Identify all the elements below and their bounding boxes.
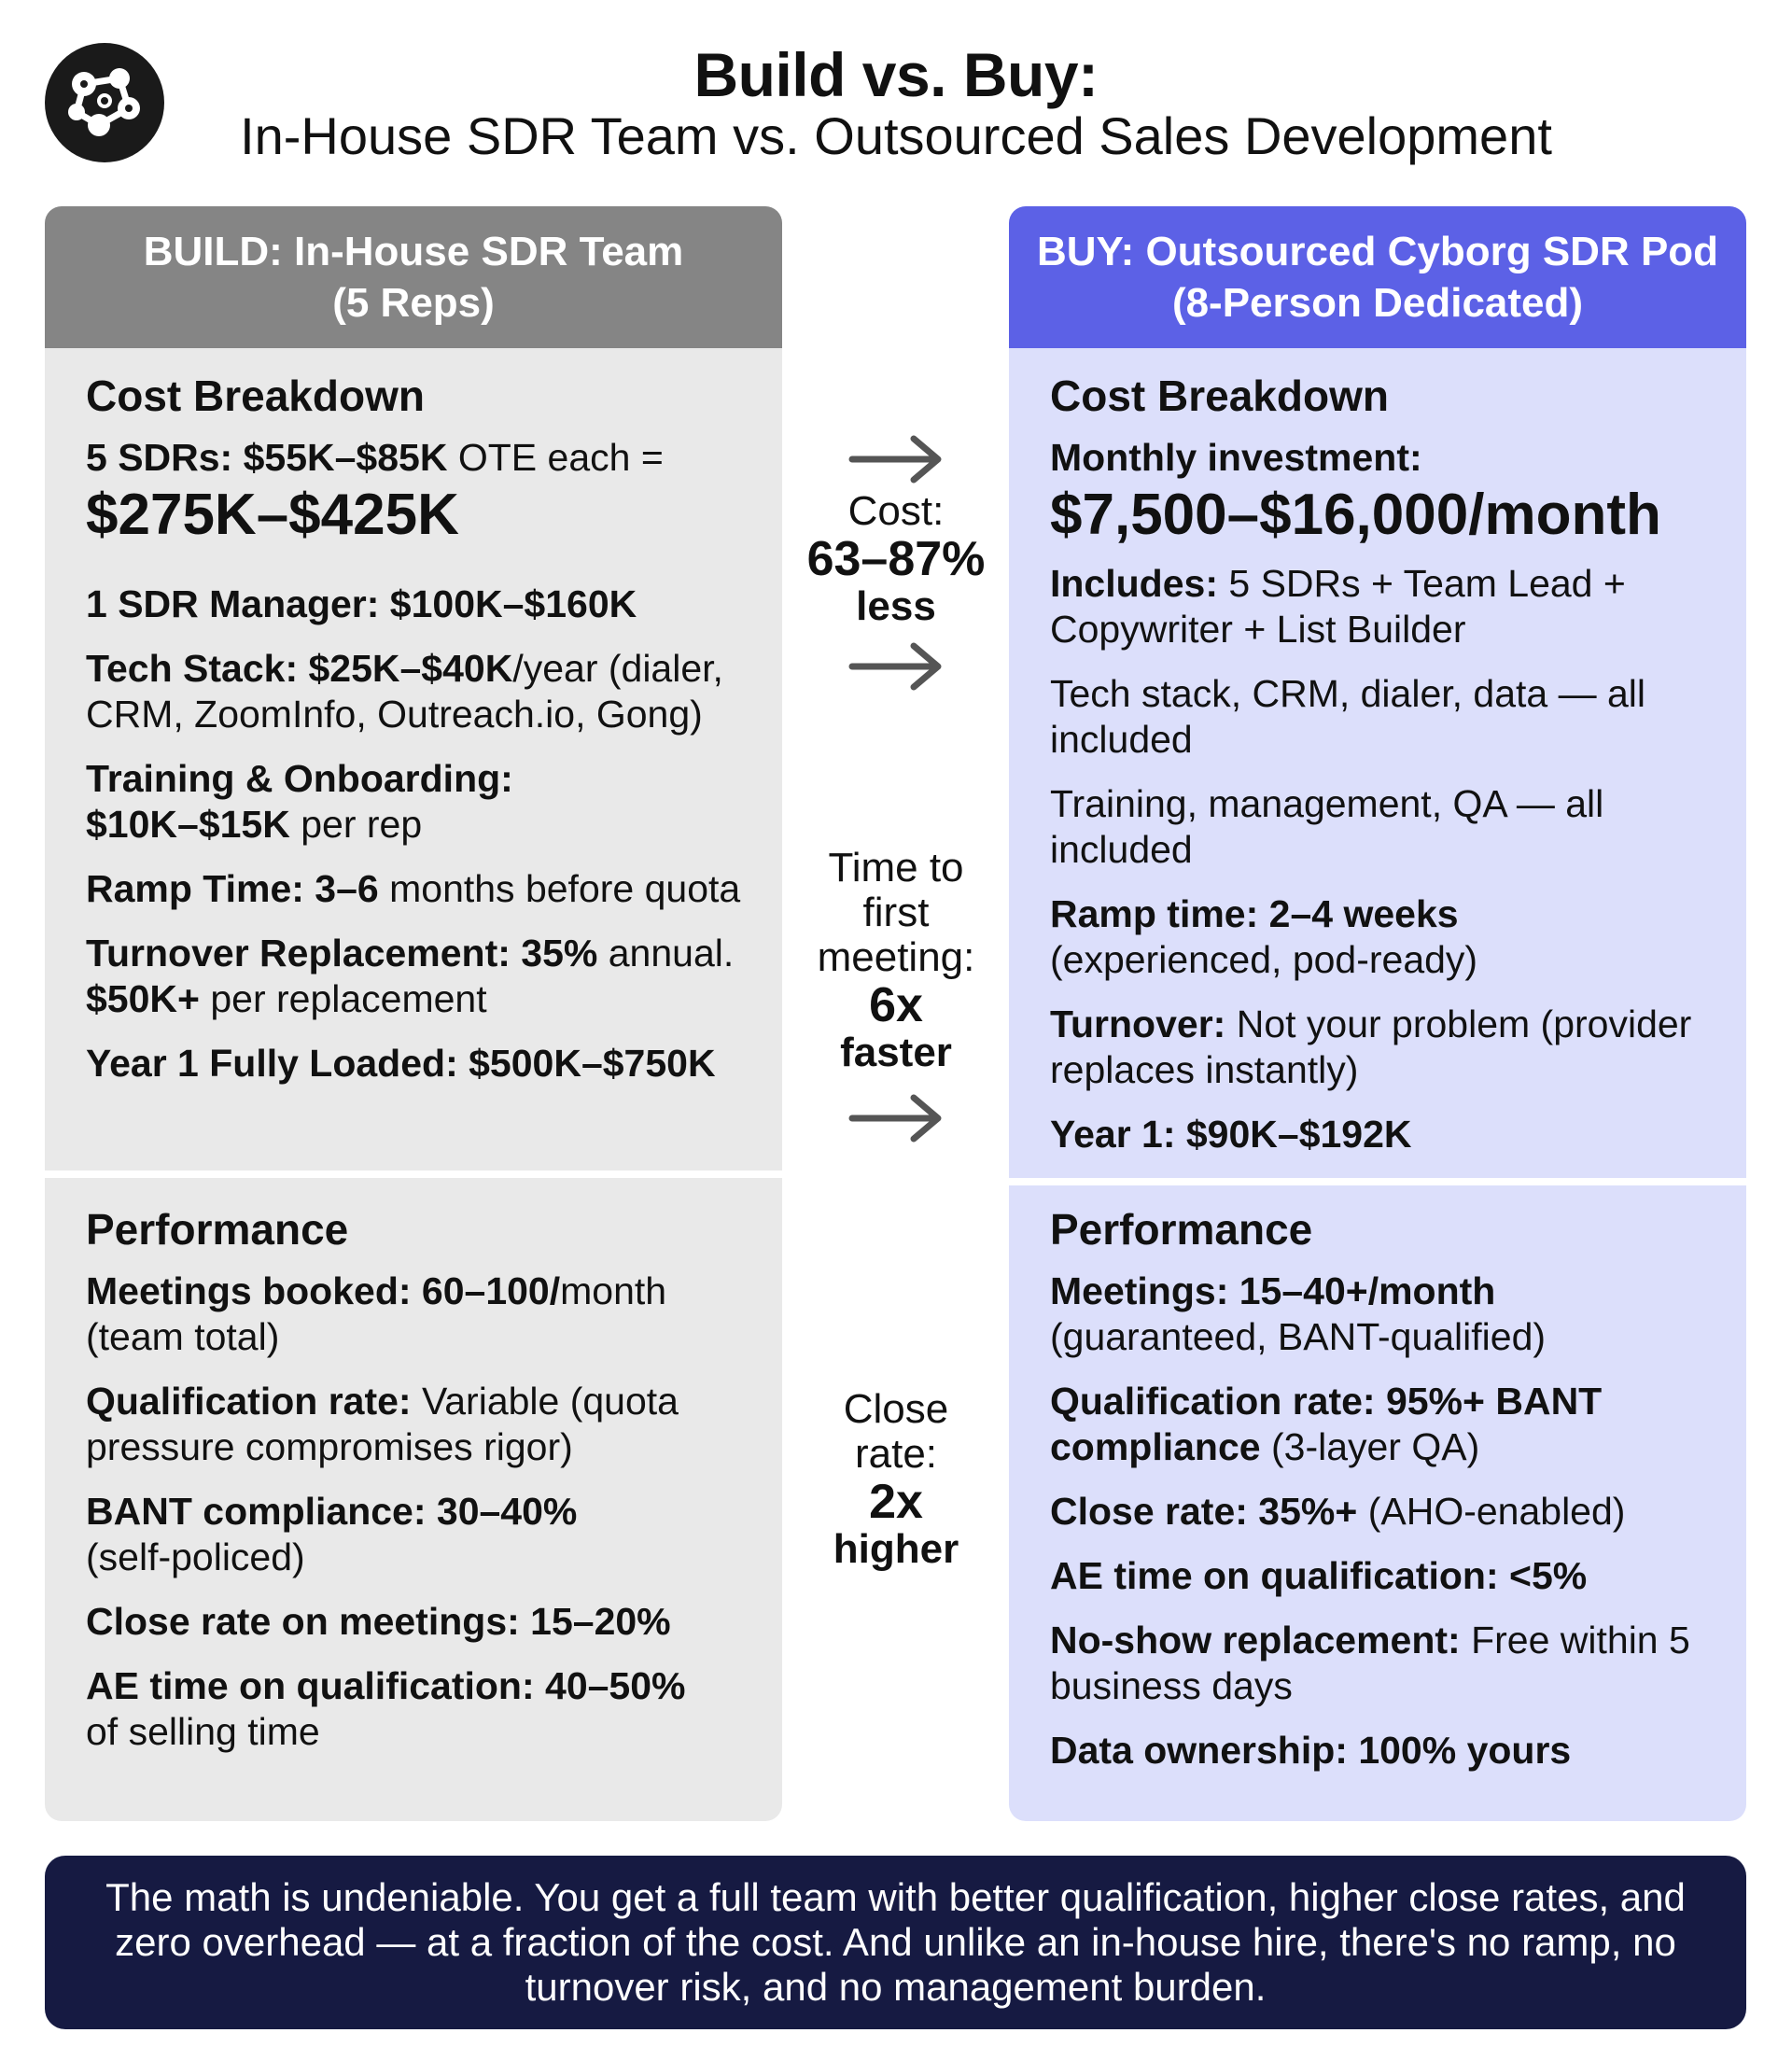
build-ramp-item xyxy=(86,866,760,912)
buy-training-item: Training, management, QA — all included xyxy=(1050,782,1604,871)
time-comparison-label-1: Time to xyxy=(828,845,964,890)
close-rate-value: 2x xyxy=(869,1475,923,1529)
buy-includes-item xyxy=(1050,561,1724,652)
buy-performance-title: Performance xyxy=(1050,1205,1313,1254)
build-manager-item xyxy=(86,582,760,627)
close-rate-comparison xyxy=(784,1387,1008,1572)
buy-meetings-rest: (guaranteed, BANT-qualified) xyxy=(1050,1315,1547,1358)
build-meetings-label: Meetings booked: 60–100/ xyxy=(86,1269,561,1312)
build-ae-label: AE time on qualification: 40–50% xyxy=(86,1664,686,1707)
build-bant-item xyxy=(86,1489,760,1580)
buy-includes-rest: 5 SDRs + Team Lead + Copywriter + List Builder xyxy=(1050,562,1626,651)
build-sdrs-item xyxy=(86,435,760,550)
buy-cost-section xyxy=(1050,370,1724,1176)
close-rate-label-2: rate: xyxy=(854,1431,938,1477)
build-turnover-label: Turnover Replacement: 35% xyxy=(86,932,598,974)
right-arrow-icon xyxy=(845,638,947,694)
buy-data: Data ownership: 100% yours xyxy=(1050,1729,1572,1772)
buy-includes-label: Includes: xyxy=(1050,562,1218,605)
build-performance-section xyxy=(86,1203,760,1774)
time-comparison-suffix: faster xyxy=(840,1030,952,1075)
build-sdrs-total: $275K–$425K xyxy=(86,483,459,547)
build-training-label: Training & Onboarding: xyxy=(86,757,513,800)
buy-ae-item xyxy=(1050,1553,1724,1599)
buy-turnover-item xyxy=(1050,1002,1724,1093)
build-tech-label: Tech Stack: $25K–$40K xyxy=(86,647,513,690)
buy-data-item xyxy=(1050,1728,1724,1774)
buy-qual-item xyxy=(1050,1379,1724,1470)
time-comparison-label-3: meeting: xyxy=(817,934,975,980)
buy-cost-title: Cost Breakdown xyxy=(1050,372,1389,420)
build-turnover-rest2: per replacement xyxy=(199,977,487,1020)
build-cost-section xyxy=(86,370,760,1105)
build-heading-line1: BUILD: In-House SDR Team xyxy=(143,229,684,274)
close-rate-label-1: Close xyxy=(843,1386,949,1432)
buy-heading-line2: (8-Person Dedicated) xyxy=(1171,280,1584,326)
build-training-item xyxy=(86,756,760,848)
buy-noshow-label: No-show replacement: xyxy=(1050,1619,1461,1661)
build-qual-label: Qualification rate: xyxy=(86,1380,412,1423)
buy-meetings-label: Meetings: 15–40+/month xyxy=(1050,1269,1496,1312)
build-manager: 1 SDR Manager: $100K–$160K xyxy=(86,582,637,625)
footer-banner xyxy=(45,1856,1746,2029)
build-turnover-item xyxy=(86,931,760,1022)
buy-performance-section xyxy=(1050,1203,1724,1792)
buy-qual-rest: (3-layer QA) xyxy=(1260,1425,1480,1468)
time-comparison-value: 6x xyxy=(869,978,923,1032)
buy-ae: AE time on qualification: <5% xyxy=(1050,1554,1588,1597)
build-cost-title: Cost Breakdown xyxy=(86,372,425,420)
build-panel-header xyxy=(45,206,782,348)
build-divider xyxy=(45,1171,782,1178)
buy-close-label: Close rate: 35%+ xyxy=(1050,1490,1358,1533)
buy-turnover-rest: Not your problem (provider replaces instantly) xyxy=(1050,1002,1692,1091)
buy-monthly-value: $7,500–$16,000/month xyxy=(1050,483,1661,547)
buy-ramp-label: Ramp time: 2–4 weeks xyxy=(1050,892,1459,935)
build-ae-item xyxy=(86,1663,760,1755)
build-training-value: $10K–$15K xyxy=(86,803,290,846)
buy-monthly-label: Monthly investment: xyxy=(1050,436,1422,479)
build-qual-rest: Variable (quota pressure compromises rigor) xyxy=(86,1380,679,1468)
build-year1-item xyxy=(86,1041,760,1087)
build-close-item xyxy=(86,1599,760,1645)
buy-year1: Year 1: $90K–$192K xyxy=(1050,1113,1412,1156)
build-performance-title: Performance xyxy=(86,1205,349,1254)
buy-panel-header xyxy=(1009,206,1746,348)
cost-comparison xyxy=(784,489,1008,629)
build-panel xyxy=(45,206,782,1821)
buy-tech-item: Tech stack, CRM, dialer, data — all included xyxy=(1050,672,1646,761)
build-ae-rest: of selling time xyxy=(86,1710,320,1753)
build-tech-item xyxy=(86,646,760,737)
build-bant-label: BANT compliance: 30–40% xyxy=(86,1490,578,1533)
build-turnover-rest: annual. xyxy=(597,932,735,974)
buy-monthly-item xyxy=(1050,435,1724,550)
cost-comparison-label: Cost: xyxy=(847,488,945,534)
build-sdrs-rest: OTE each = xyxy=(447,436,664,479)
buy-panel xyxy=(1009,206,1746,1821)
build-meetings-item xyxy=(86,1269,760,1360)
build-meetings-rest: month (team total) xyxy=(86,1269,667,1358)
build-close: Close rate on meetings: 15–20% xyxy=(86,1600,671,1643)
build-bant-rest: (self-policed) xyxy=(86,1535,305,1578)
build-qual-item xyxy=(86,1379,760,1470)
buy-noshow-item xyxy=(1050,1618,1724,1709)
buy-qual-label: Qualification rate: 95%+ BANT compliance xyxy=(1050,1380,1603,1468)
buy-turnover-label: Turnover: xyxy=(1050,1002,1226,1045)
buy-meetings-item xyxy=(1050,1269,1724,1360)
buy-noshow-rest: Free within 5 business days xyxy=(1050,1619,1690,1707)
buy-close-item xyxy=(1050,1489,1724,1535)
build-tech-rest: /year (dialer, CRM, ZoomInfo, Outreach.io, Gong) xyxy=(86,647,723,736)
cost-comparison-suffix: less xyxy=(856,583,936,629)
buy-heading-line1: BUY: Outsourced Cyborg SDR Pod xyxy=(1036,229,1719,274)
buy-close-rest: (AHO-enabled) xyxy=(1357,1490,1626,1533)
cost-comparison-value: 63–87% xyxy=(806,532,986,586)
build-training-rest: per rep xyxy=(289,803,423,846)
right-arrow-icon xyxy=(845,1090,947,1146)
footer-text: The math is undeniable. You get a full team with better qualification, higher close rates, and zero overhead — at a fraction of the cost. And unlike an in-house hire, there's no ramp, no turnover risk, and no management burden. xyxy=(105,1875,1686,2009)
build-heading-line2: (5 Reps) xyxy=(332,280,495,326)
right-arrow-icon xyxy=(845,431,947,487)
buy-ramp-item xyxy=(1050,891,1724,983)
build-turnover-value: $50K+ xyxy=(86,977,200,1020)
build-sdrs-label: 5 SDRs: $55K–$85K xyxy=(86,436,448,479)
page-title: Build vs. Buy: xyxy=(693,40,1099,109)
time-comparison-label-2: first xyxy=(862,890,930,935)
build-ramp-label: Ramp Time: 3–6 xyxy=(86,867,379,910)
page-subtitle: In-House SDR Team vs. Outsourced Sales Development xyxy=(240,106,1552,165)
close-rate-suffix: higher xyxy=(833,1526,959,1572)
buy-year1-item xyxy=(1050,1112,1724,1157)
buy-ramp-rest: (experienced, pod-ready) xyxy=(1050,938,1478,981)
build-ramp-rest: months before quota xyxy=(378,867,741,910)
buy-divider xyxy=(1009,1178,1746,1185)
build-year1: Year 1 Fully Loaded: $500K–$750K xyxy=(86,1042,716,1085)
time-comparison xyxy=(784,846,1008,1075)
